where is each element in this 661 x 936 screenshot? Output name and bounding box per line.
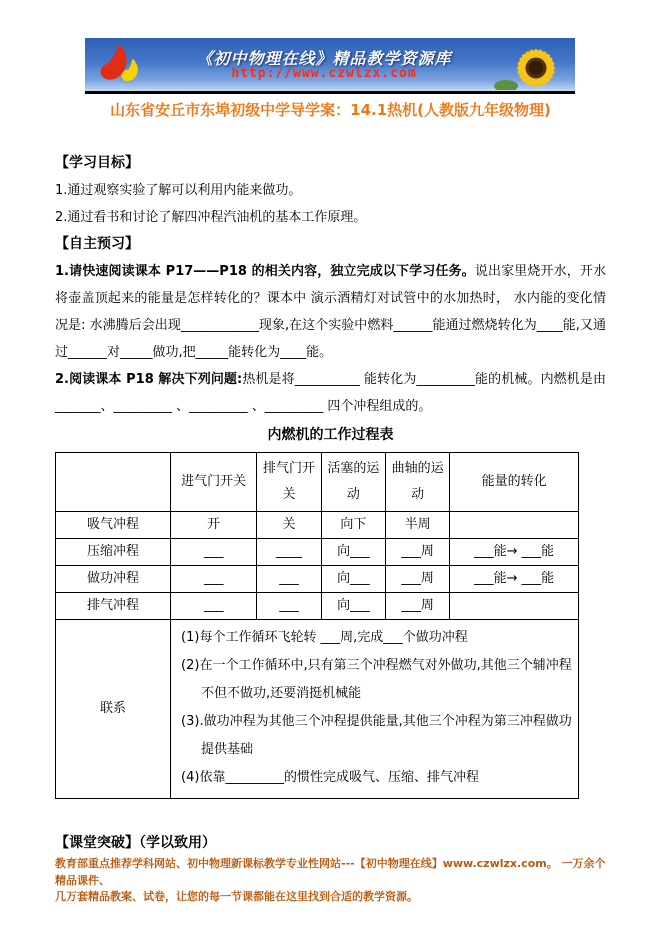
table-cell: 向___ <box>321 593 385 620</box>
objective-item: 1.通过观察实验了解可以利用内能来做功。 <box>55 183 302 198</box>
table-cell: 关 <box>257 512 321 539</box>
relation-item: (4)依靠_________的惯性完成吸气、压缩、排气冲程 <box>181 770 479 785</box>
engine-process-table <box>55 452 579 799</box>
relation-item-continuation: 提供基础 <box>201 742 254 757</box>
sunflower-image <box>491 40 575 90</box>
preview-item-2-lead: 2.阅读课本 P18 解决下列问题: <box>55 372 243 387</box>
table-row <box>56 566 579 593</box>
relation-label: 联系 <box>56 620 171 799</box>
page-footer <box>55 856 611 906</box>
header-cell-blank <box>56 453 171 512</box>
banner-background <box>85 38 575 91</box>
relation-item: (1)每个工作循环飞轮转 ___周,完成___个做功冲程 <box>181 630 468 645</box>
preview-item-1-body: 说出家里烧开水，开水将壶盖顶起来的能量是怎样转化的？课本中 演示酒精灯对试管中的水加热时， 水内能的变化情况是: 水沸腾后会出现____________现象,在这个实验中燃料______能通过燃烧转化为____能,又通过______对_____做功,把_____能转化为____能。 <box>55 264 606 360</box>
table-header-row <box>56 453 579 512</box>
header-cell-energy-conversion: 能量的转化 <box>450 453 579 512</box>
breakthrough-heading: 【课堂突破】（学以致用） <box>55 835 216 851</box>
relation-content <box>171 620 579 799</box>
table-cell: ___ <box>171 539 257 566</box>
objectives-heading: 【学习目标】 <box>55 155 139 171</box>
row-label: 压缩冲程 <box>56 539 171 566</box>
table-cell <box>450 593 579 620</box>
table-cell: ___能→ ___能 <box>450 566 579 593</box>
preview-item-1 <box>55 258 606 366</box>
relation-item: (2)在一个工作循环中,只有第三个冲程燃气对外做功,其他三个辅冲程 <box>181 658 572 673</box>
table-cell: ___ <box>257 593 321 620</box>
header-cell-intake-valve: 进气门开关 <box>171 453 257 512</box>
relation-item: (3).做功冲程为其他三个冲程提供能量,其他三个冲程为第三冲程做功 <box>181 714 572 729</box>
table-cell: 向下 <box>321 512 385 539</box>
table-cell: ___能→ ___能 <box>450 539 579 566</box>
site-name: 《初中物理在线》精品教学资源库 <box>196 48 452 68</box>
relation-item-continuation: 不但不做功,还要消挺机械能 <box>201 686 362 701</box>
table-cell: ___ <box>171 566 257 593</box>
header-cell-crankshaft-motion: 曲轴的运动 <box>385 453 449 512</box>
table-cell: ___周 <box>385 539 449 566</box>
banner-text-block <box>157 48 491 82</box>
table-cell: ___周 <box>385 593 449 620</box>
table-cell <box>450 512 579 539</box>
row-label: 做功冲程 <box>56 566 171 593</box>
table-cell: 开 <box>171 512 257 539</box>
table-cell: 半周 <box>385 512 449 539</box>
site-url-link[interactable]: http://www.czwlzx.com <box>231 66 417 82</box>
preview-item-2 <box>55 366 606 420</box>
preview-item-1-lead: 1.请快速阅读课本 P17——P18 的相关内容，独立完成以下学习任务。 <box>55 264 475 279</box>
table-row <box>56 512 579 539</box>
table-cell: 向___ <box>321 566 385 593</box>
table-cell: ____ <box>257 539 321 566</box>
table-row <box>56 539 579 566</box>
row-label: 排气冲程 <box>56 593 171 620</box>
footer-line: 教育部重点推荐学科网站、初中物理新课标教学专业性网站---【初中物理在线】www.czwlzx.com。 一万余个精品课件、 <box>55 857 606 887</box>
flame-logo-icon <box>85 42 157 88</box>
preview-item-2-body: 热机是将__________ 能转化为_________能的机械。内燃机是由_______、_________ 、_________ 、_________ 四个冲程组成的。 <box>55 372 606 414</box>
table-cell: ___ <box>257 566 321 593</box>
footer-line: 几万套精品教案、试卷，让您的每一节课都能在这里找到合适的教学资源。 <box>55 890 418 903</box>
header-cell-piston-motion: 活塞的运 动 <box>321 453 385 512</box>
relation-row <box>56 620 579 799</box>
table-cell: ___ <box>171 593 257 620</box>
page-title: 山东省安丘市东埠初级中学导学案：14.1热机(人教版九年级物理) <box>110 101 551 119</box>
document-body <box>55 150 606 857</box>
objective-item: 2.通过看书和讨论了解四冲程汽油机的基本工作原理。 <box>55 210 367 225</box>
header-cell-exhaust-valve: 排气门开 关 <box>257 453 321 512</box>
preview-heading: 【自主预习】 <box>55 236 139 252</box>
table-row <box>56 593 579 620</box>
table-title: 内燃机的工作过程表 <box>267 427 394 443</box>
table-cell: ___周 <box>385 566 449 593</box>
table-cell: 向___ <box>321 539 385 566</box>
row-label: 吸气冲程 <box>56 512 171 539</box>
site-banner <box>85 38 575 94</box>
